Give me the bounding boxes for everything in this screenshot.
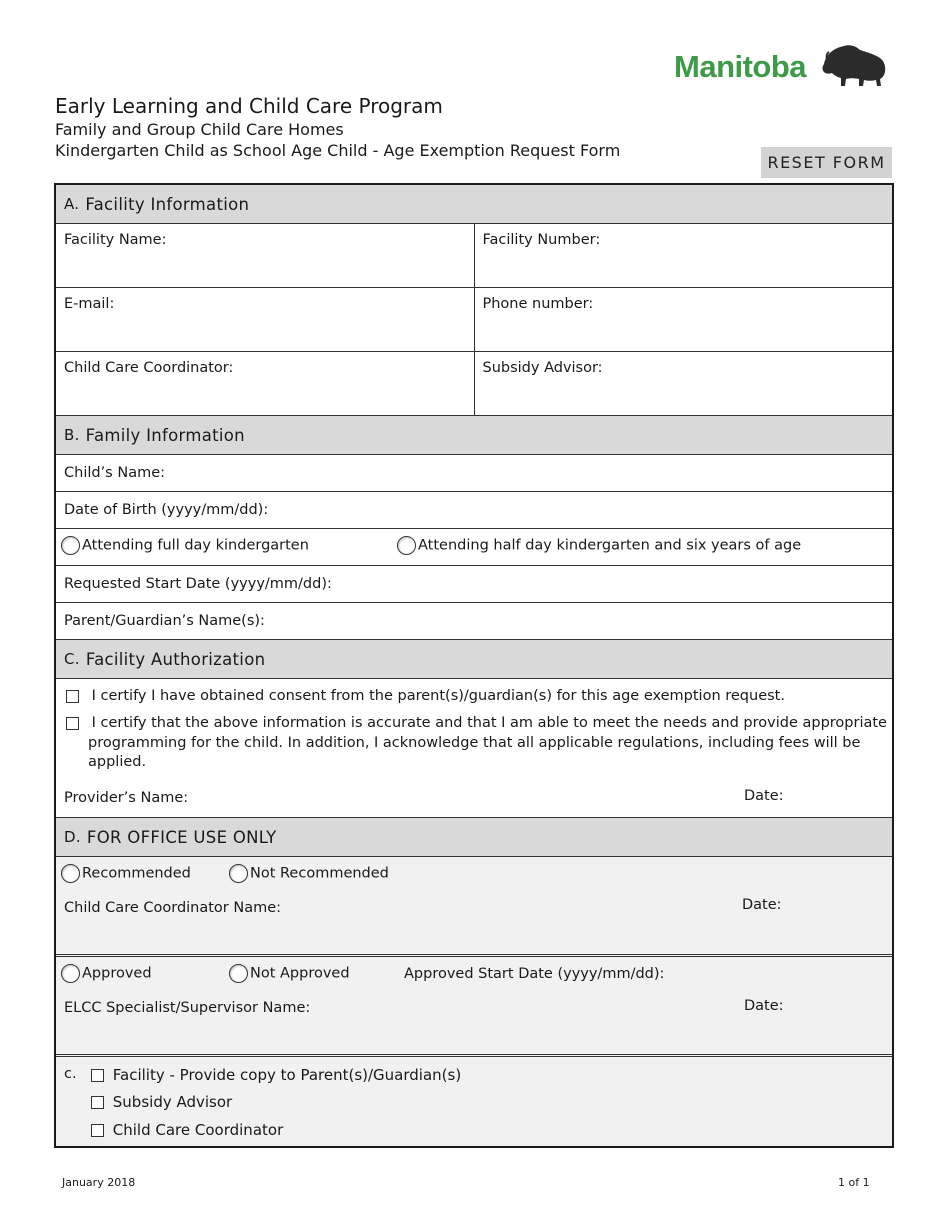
half-day-radio[interactable]	[397, 536, 416, 555]
section-d-header	[56, 818, 892, 857]
start-date-label: Requested Start Date (yyyy/mm/dd):	[64, 576, 332, 592]
recommended-label: Recommended	[82, 865, 191, 882]
section-b-title: Family Information	[85, 425, 245, 445]
brand-name: Manitoba	[674, 49, 807, 84]
approved-option[interactable]	[61, 964, 152, 983]
not-recommended-radio[interactable]	[229, 864, 248, 883]
facility-name-label: Facility Name:	[64, 232, 167, 248]
section-d-letter: D.	[64, 828, 81, 846]
footer-date: January 2018	[62, 1176, 136, 1189]
certify-line-1: I certify that the above information is accurate and that I am able to meet the needs and provide appropriate	[91, 715, 887, 731]
section-b-header	[56, 416, 892, 455]
provider-name-label: Provider’s Name:	[64, 790, 189, 806]
half-day-label: Attending half day kindergarten and six years of age	[418, 537, 802, 554]
phone-label: Phone number:	[482, 296, 594, 312]
approved-start-field[interactable]	[404, 966, 664, 982]
consent-text: I certify I have obtained consent from the parent(s)/guardian(s) for this age exemption request.	[91, 688, 785, 704]
authorization-block	[56, 679, 892, 818]
coordinator-date-field[interactable]	[742, 897, 782, 913]
certify-line-2: programming for the child. In addition, I acknowledge that all applicable regulations, including fees will be	[88, 735, 861, 751]
dob-field[interactable]	[56, 494, 892, 526]
coordinator-name-field[interactable]	[64, 900, 281, 916]
bison-icon	[820, 42, 888, 88]
half-day-option[interactable]	[397, 536, 801, 555]
parent-name-field[interactable]	[56, 605, 892, 637]
exemption-form	[54, 183, 894, 1148]
facility-number-label: Facility Number:	[482, 232, 601, 248]
full-day-radio[interactable]	[61, 536, 80, 555]
approval-block	[56, 954, 892, 1054]
subsidy-advisor-field[interactable]	[474, 352, 893, 415]
section-a-letter: A.	[64, 195, 80, 213]
section-a-title: Facility Information	[85, 194, 250, 214]
cc-label: c.	[64, 1066, 77, 1082]
coordinator-name-label: Child Care Coordinator Name:	[64, 900, 282, 916]
consent-checkbox[interactable]	[66, 690, 79, 703]
section-d-title: FOR OFFICE USE ONLY	[86, 827, 277, 847]
subsidy-advisor-label: Subsidy Advisor:	[482, 360, 603, 376]
email-field[interactable]	[56, 288, 474, 351]
section-c-header	[56, 640, 892, 679]
cc-coordinator-checkbox[interactable]	[91, 1124, 104, 1137]
dob-label: Date of Birth (yyyy/mm/dd):	[64, 502, 269, 518]
certify-checkbox[interactable]	[66, 717, 79, 730]
approved-start-label: Approved Start Date (yyyy/mm/dd):	[404, 966, 665, 982]
section-c-title: Facility Authorization	[85, 649, 266, 669]
not-approved-radio[interactable]	[229, 964, 248, 983]
specialist-date-label: Date:	[744, 998, 784, 1014]
section-c-letter: C.	[64, 650, 80, 668]
recommendation-block	[56, 857, 892, 954]
specialist-name-label: ELCC Specialist/Supervisor Name:	[64, 1000, 311, 1016]
not-approved-label: Not Approved	[250, 965, 350, 982]
child-name-label: Child’s Name:	[64, 465, 166, 481]
recommended-radio[interactable]	[61, 864, 80, 883]
full-day-option[interactable]	[61, 536, 309, 555]
certify-line-3: applied.	[88, 754, 147, 770]
facility-number-field[interactable]	[474, 224, 893, 287]
coordinator-label: Child Care Coordinator:	[64, 360, 234, 376]
facility-name-field[interactable]	[56, 224, 474, 287]
not-recommended-option[interactable]	[229, 864, 389, 883]
provider-name-field[interactable]	[64, 790, 188, 806]
section-a-header	[56, 185, 892, 224]
phone-field[interactable]	[474, 288, 893, 351]
cc-facility-label: Facility - Provide copy to Parent(s)/Guardian(s)	[112, 1066, 462, 1084]
cc-coordinator-label: Child Care Coordinator	[112, 1121, 284, 1139]
manitoba-logo	[672, 42, 888, 90]
copy-distribution-block	[56, 1054, 892, 1146]
cc-subsidy-checkbox[interactable]	[91, 1096, 104, 1109]
kindergarten-options	[56, 529, 892, 566]
cc-facility-checkbox[interactable]	[91, 1069, 104, 1082]
not-recommended-label: Not Recommended	[250, 865, 389, 882]
coordinator-field[interactable]	[56, 352, 474, 415]
approved-label: Approved	[82, 965, 152, 982]
page-number: 1 of 1	[838, 1176, 870, 1189]
email-label: E-mail:	[64, 296, 115, 312]
not-approved-option[interactable]	[229, 964, 350, 983]
form-name: Kindergarten Child as School Age Child - Age Exemption Request Form	[55, 141, 621, 160]
recommended-option[interactable]	[61, 864, 191, 883]
specialist-name-field[interactable]	[64, 1000, 310, 1016]
program-title: Early Learning and Child Care Program	[55, 94, 443, 118]
specialist-date-field[interactable]	[744, 998, 784, 1014]
parent-name-label: Parent/Guardian’s Name(s):	[64, 613, 265, 629]
provider-date-label: Date:	[744, 788, 784, 804]
coordinator-date-label: Date:	[742, 897, 782, 913]
child-name-field[interactable]	[56, 457, 892, 489]
provider-date-field[interactable]	[744, 788, 784, 804]
approved-radio[interactable]	[61, 964, 80, 983]
start-date-field[interactable]	[56, 568, 892, 600]
program-subtitle: Family and Group Child Care Homes	[55, 120, 344, 139]
cc-subsidy-label: Subsidy Advisor	[112, 1093, 233, 1111]
section-b-letter: B.	[64, 426, 80, 444]
reset-form-button[interactable]: RESET FORM	[761, 147, 892, 178]
full-day-label: Attending full day kindergarten	[82, 537, 309, 554]
